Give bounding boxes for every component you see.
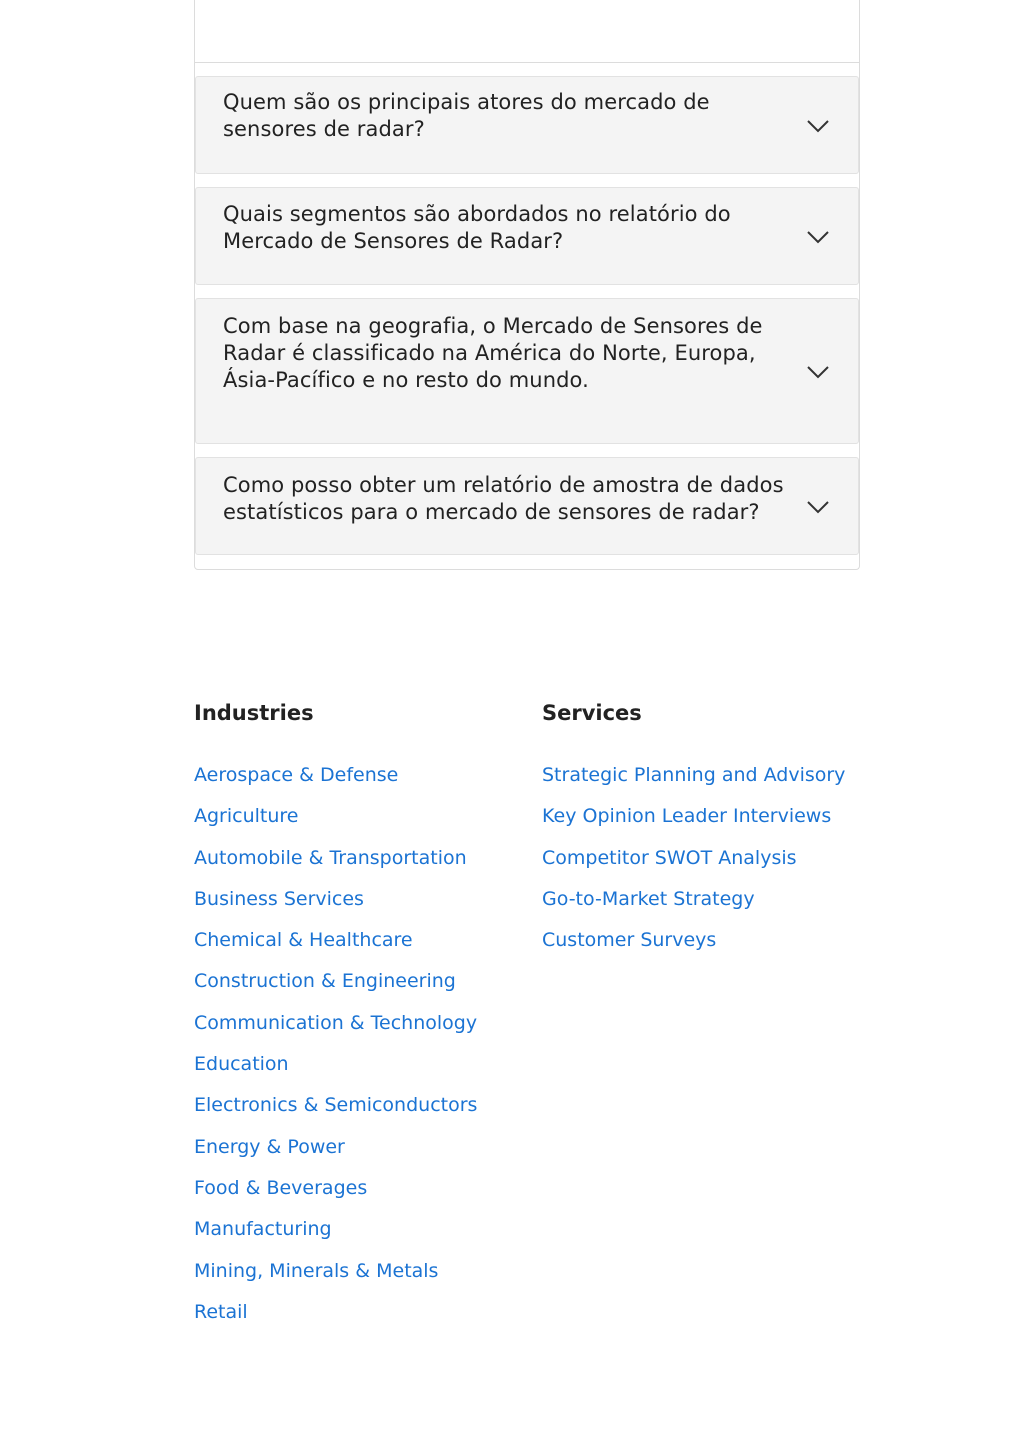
list-item <box>194 1258 477 1299</box>
service-link[interactable]: Key Opinion Leader Interviews <box>542 805 832 828</box>
faq-question: Quais segmentos são abordados no relatório do Mercado de Sensores de Radar? <box>223 202 731 253</box>
faq-item-sample-report[interactable] <box>195 457 859 555</box>
list-item <box>194 1051 477 1092</box>
service-link[interactable]: Customer Surveys <box>542 929 717 952</box>
industry-link[interactable]: Retail <box>194 1300 248 1323</box>
industry-link[interactable]: Construction & Engineering <box>194 970 456 993</box>
services-heading: Services <box>542 701 642 725</box>
chevron-down-icon[interactable] <box>806 500 830 514</box>
list-item <box>542 762 845 803</box>
list-item <box>194 1175 477 1216</box>
industry-link[interactable]: Energy & Power <box>194 1135 345 1158</box>
industry-link[interactable]: Education <box>194 1053 289 1076</box>
service-link[interactable]: Go-to-Market Strategy <box>542 887 755 910</box>
services-list <box>542 762 845 968</box>
faq-accordion <box>194 0 860 570</box>
faq-question: Quem são os principais atores do mercado de sensores de radar? <box>223 90 710 141</box>
list-item <box>194 1134 477 1175</box>
faq-question: Com base na geografia, o Mercado de Sensores de Radar é classificado na América do Norte, Europa, Ásia-Pacífico e no resto do mundo. <box>223 314 763 392</box>
chevron-down-icon[interactable] <box>806 119 830 133</box>
list-item <box>194 762 477 803</box>
list-item <box>194 886 477 927</box>
faq-item-geography[interactable] <box>195 298 859 444</box>
service-link[interactable]: Strategic Planning and Advisory <box>542 764 846 786</box>
chevron-down-icon[interactable] <box>806 230 830 244</box>
industry-link[interactable]: Mining, Minerals & Metals <box>194 1259 439 1282</box>
industries-heading: Industries <box>194 701 314 725</box>
list-item <box>194 1299 477 1340</box>
list-item <box>194 1010 477 1051</box>
service-link[interactable]: Competitor SWOT Analysis <box>542 846 797 869</box>
faq-previous-item-edge <box>195 62 859 63</box>
industry-link[interactable]: Communication & Technology <box>194 1011 478 1034</box>
industry-link[interactable]: Agriculture <box>194 805 299 828</box>
list-item <box>194 845 477 886</box>
list-item <box>194 1092 477 1133</box>
list-item <box>542 803 845 844</box>
industry-link[interactable]: Aerospace & Defense <box>194 764 399 786</box>
list-item <box>194 968 477 1009</box>
list-item <box>542 927 845 968</box>
faq-question: Como posso obter um relatório de amostra de dados estatísticos para o mercado de sensores de radar? <box>223 473 784 524</box>
list-item <box>194 1216 477 1257</box>
industry-link[interactable]: Automobile & Transportation <box>194 846 467 869</box>
list-item <box>542 845 845 886</box>
industry-link[interactable]: Manufacturing <box>194 1218 332 1241</box>
industry-link[interactable]: Electronics & Semiconductors <box>194 1094 478 1117</box>
list-item <box>194 927 477 968</box>
industry-link[interactable]: Chemical & Healthcare <box>194 929 413 952</box>
list-item <box>542 886 845 927</box>
chevron-down-icon[interactable] <box>806 365 830 379</box>
industries-list <box>194 762 477 1340</box>
industry-link[interactable]: Business Services <box>194 887 364 910</box>
industry-link[interactable]: Food & Beverages <box>194 1176 368 1199</box>
faq-item-key-players[interactable] <box>195 76 859 174</box>
list-item <box>194 803 477 844</box>
faq-item-segments[interactable] <box>195 187 859 285</box>
